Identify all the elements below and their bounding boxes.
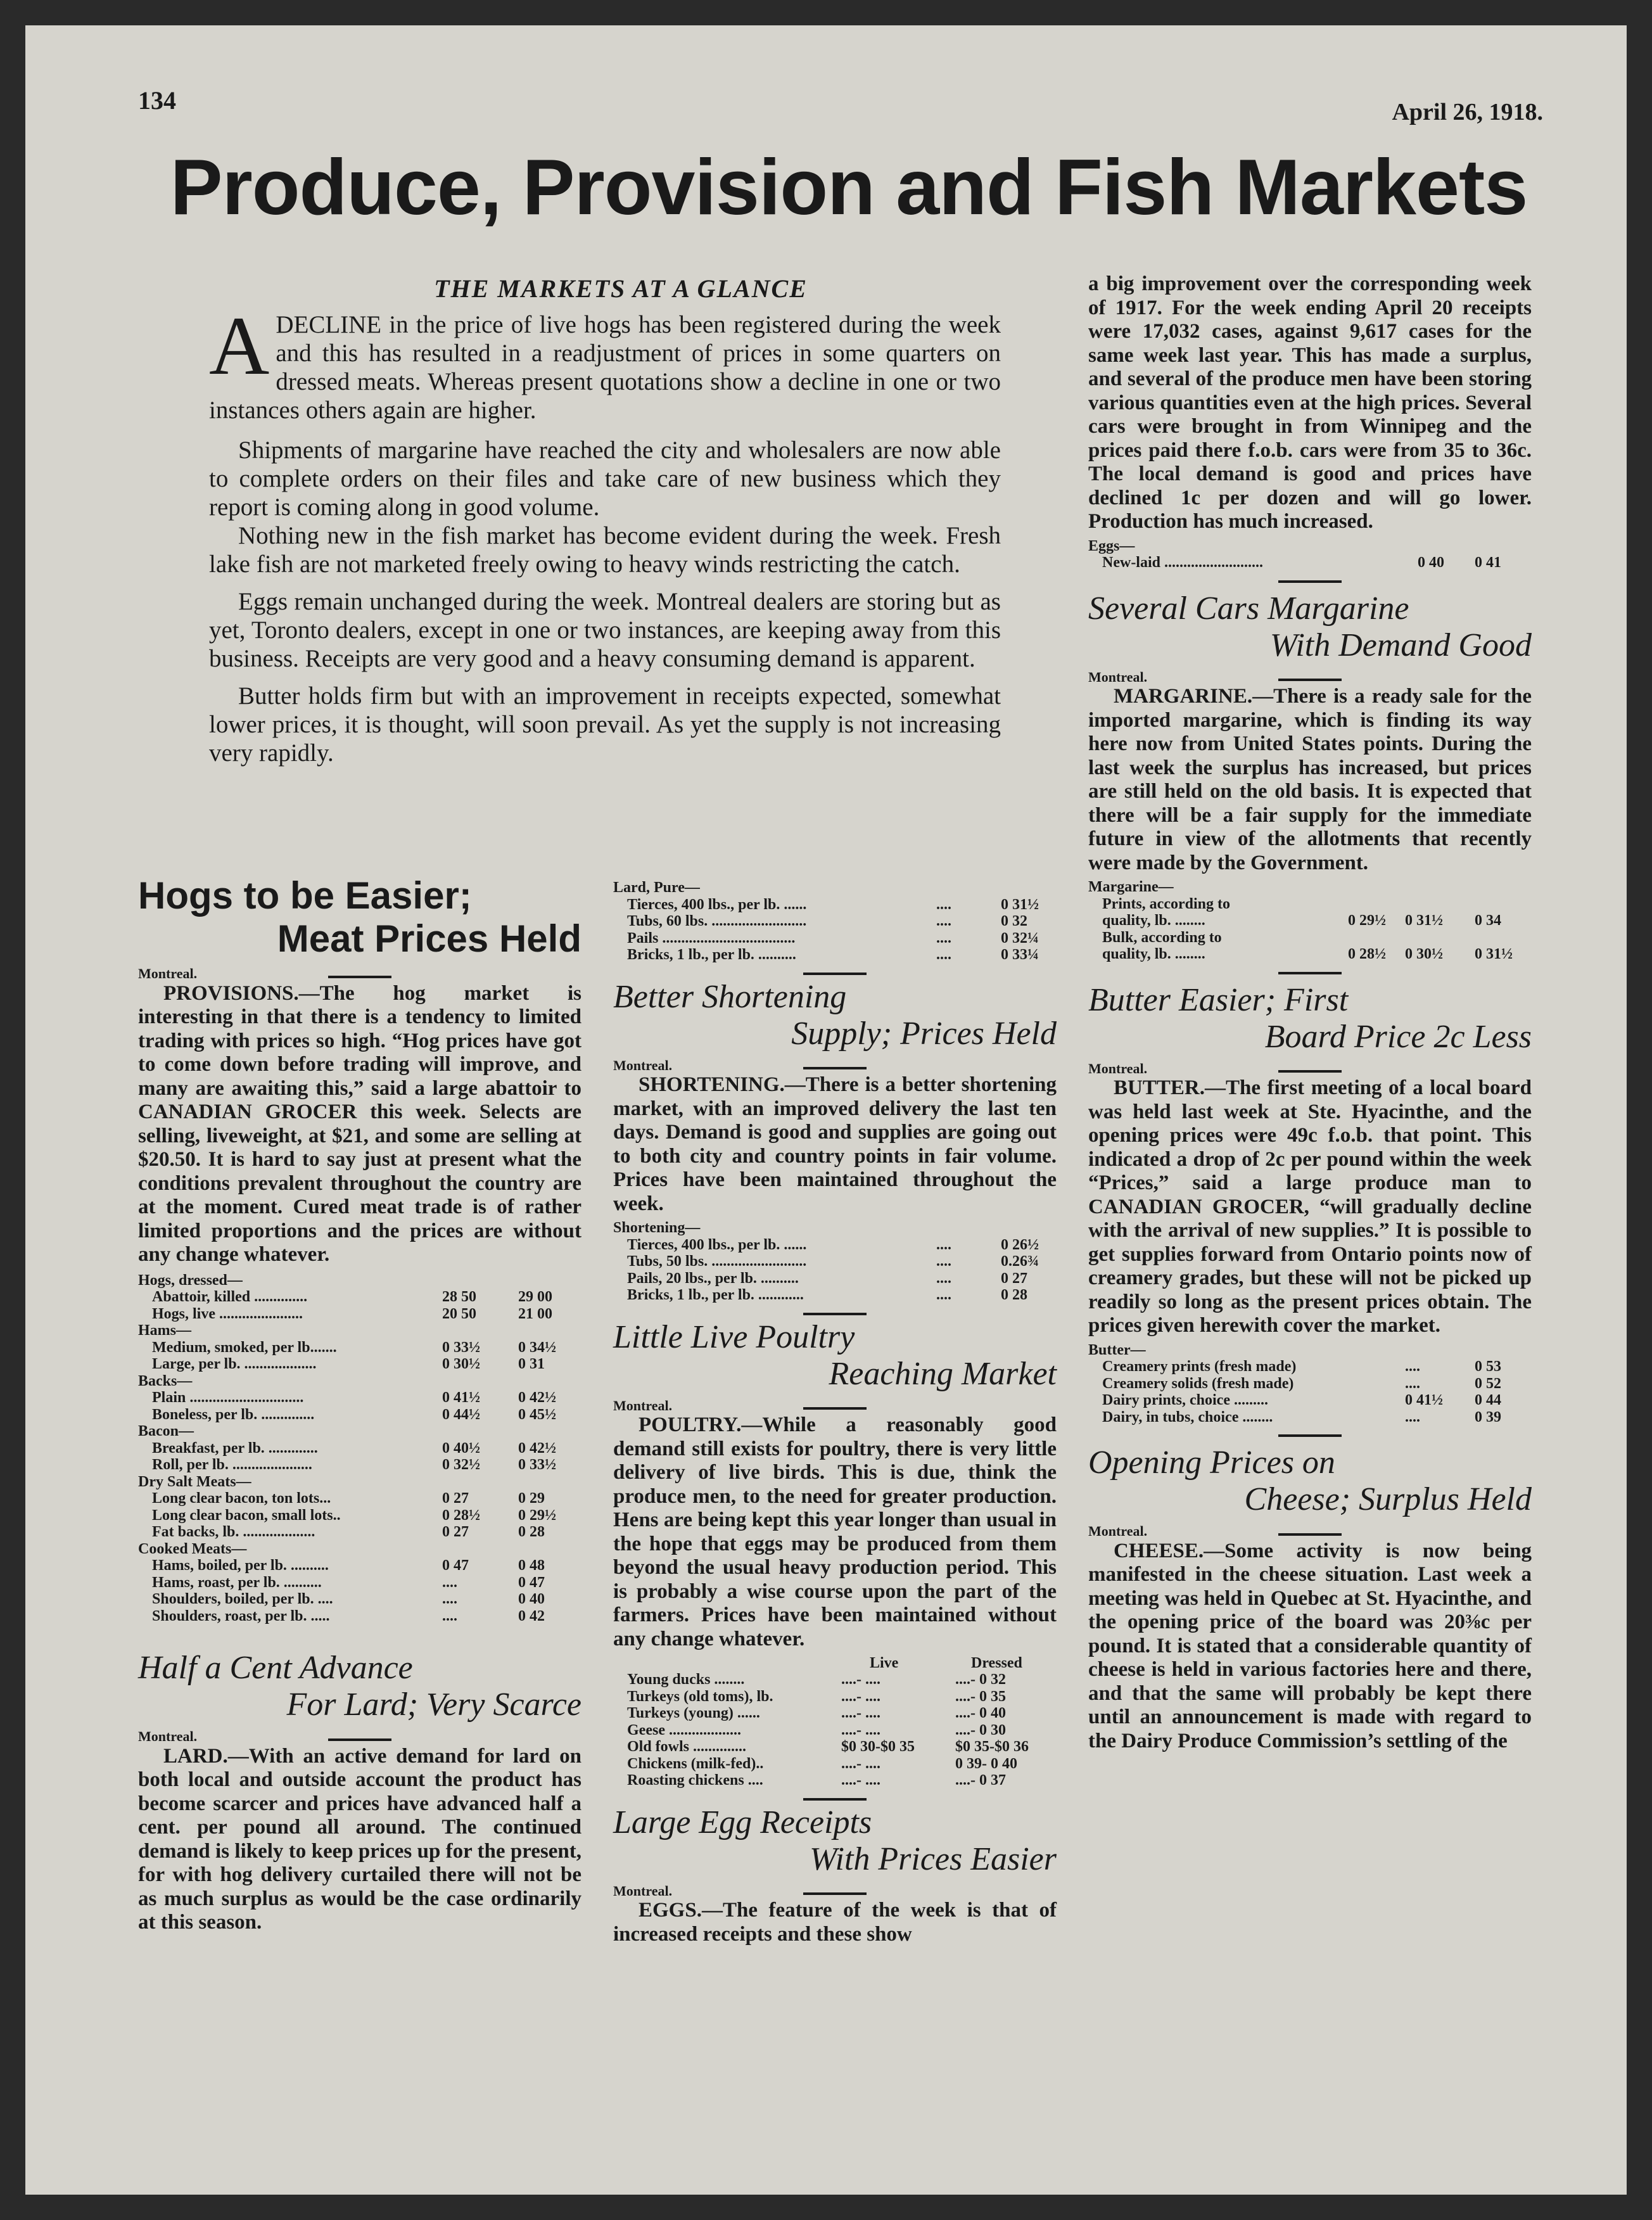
- price-cell: 0 47: [518, 1574, 545, 1591]
- table-row: [613, 1705, 1057, 1722]
- table-row: [1088, 1375, 1532, 1393]
- dateline: Montreal.: [138, 1728, 198, 1744]
- table-row: [613, 1671, 1057, 1688]
- article-body: EGGS.—The feature of the week is that of increased receipts and these show: [613, 1899, 1057, 1946]
- table-category-row: [138, 1373, 581, 1390]
- price-cell: 0 40: [1418, 554, 1444, 571]
- price-cell: ....: [936, 1287, 951, 1303]
- table-row: [138, 1591, 581, 1608]
- row-label: Bulk, according to: [1102, 929, 1222, 946]
- row-label: Bacon—: [138, 1423, 194, 1439]
- row-label: Medium, smoked, per lb.......: [152, 1339, 337, 1356]
- price-cell: $0 35-$0 36: [955, 1738, 1029, 1755]
- row-label: Creamery prints (fresh made): [1102, 1358, 1297, 1375]
- row-label: Young ducks ........: [627, 1671, 745, 1688]
- row-label: Turkeys (young) ......: [627, 1705, 760, 1721]
- price-cell: ....: [442, 1591, 457, 1607]
- row-label: Abattoir, killed ..............: [152, 1289, 308, 1305]
- article-body: MARGARINE.—There is a ready sale for the imported margarine, which is finding its way here now from United States points. During the last week the surplus has increased, but prices are still held on the old basis. It is expected that there will be a fair supply for the immediate future in view of the allotments that recently were made by the Government.: [1088, 685, 1532, 874]
- page-number: 134: [138, 86, 176, 115]
- article-body: POULTRY.—While a reasonably good demand still exists for poultry, there is very little delivery of live birds. This is due, think the produce men, to the need for greater production. Hens are being kept this year longer than usual in the hope that eggs may be produced from them beyond the usual heavy production period. This is probably a wise course upon the part of the farmers. Prices have been maintained without any change whatever.: [613, 1413, 1057, 1650]
- page-title: Produce, Provision and Fish Markets: [170, 144, 1528, 231]
- price-table: [1088, 538, 1532, 571]
- divider: [1278, 972, 1342, 974]
- price-cell: ....- 0 37: [955, 1772, 1006, 1789]
- table-row: [138, 1289, 581, 1306]
- price-table: [613, 1220, 1057, 1304]
- divider: [803, 1313, 867, 1315]
- price-cell: 0 31½: [1475, 946, 1513, 962]
- row-label: Shortening—: [613, 1220, 701, 1236]
- row-label: Old fowls ..............: [627, 1738, 747, 1755]
- headline-line: Little Live Poultry: [613, 1318, 855, 1355]
- price-cell: ....: [442, 1574, 457, 1591]
- price-cell: 0.26¾: [1001, 1253, 1039, 1270]
- headline-line: Better Shortening: [613, 978, 847, 1015]
- row-label: Creamery solids (fresh made): [1102, 1375, 1294, 1392]
- price-table: [138, 1272, 581, 1625]
- article-body: SHORTENING.—There is a better shortening market, with an improved delivery the last ten days. Demand is good and supplies are going out to both city and country points in fair volume. Prices have been maintained throughout the week.: [613, 1073, 1057, 1215]
- glance-paragraph: Shipments of margarine have reached the city and wholesalers are now able to complete orders on their files and take care of new business which they report is coming along in good volume.: [209, 437, 1001, 521]
- price-cell: 0 31½: [1405, 912, 1443, 929]
- headline-line: Butter Easier; First: [1088, 981, 1349, 1018]
- price-cell: 0 40½: [442, 1439, 480, 1457]
- glance-text: DECLINE in the price of live hogs has been registered during the week and this has resulted in a readjustment of prices in some quarters on dressed meats. Whereas present quotations show a decline in one or two instances others again are higher.: [209, 311, 1001, 424]
- price-cell: 0 41½: [1405, 1392, 1443, 1408]
- table-category-row: [613, 879, 1057, 896]
- row-label: Boneless, per lb. ..............: [152, 1406, 315, 1423]
- price-cell: ....- ....: [841, 1705, 880, 1721]
- price-cell: 0 39: [1475, 1408, 1501, 1426]
- table-category-row: [1088, 538, 1532, 555]
- table-row: [613, 896, 1057, 914]
- row-label: Tubs, 50 lbs. .........................: [627, 1253, 807, 1270]
- price-cell: 0 47: [442, 1557, 469, 1574]
- price-cell: 0 32: [1001, 913, 1027, 929]
- price-cell: ....- ....: [841, 1671, 880, 1688]
- table-row: [1088, 946, 1532, 963]
- row-label: Long clear bacon, small lots..: [152, 1507, 341, 1524]
- row-label: Turkeys (old toms), lb.: [627, 1688, 773, 1705]
- row-label: Hams—: [138, 1322, 191, 1339]
- glance-heading: THE MARKETS AT A GLANCE: [434, 274, 808, 303]
- table-row: [138, 1306, 581, 1323]
- row-label: Butter—: [1088, 1341, 1146, 1358]
- divider: [803, 1407, 867, 1410]
- glance-paragraph: Butter holds firm but with an improvement in receipts expected, somewhat lower prices, it is thought, will soon prevail. As yet the supply is not increasing very rapidly.: [209, 682, 1001, 767]
- row-label: Bricks, 1 lb., per lb. ..........: [627, 947, 796, 963]
- divider: [1278, 1070, 1342, 1073]
- article-body: a big improvement over the corresponding week of 1917. For the week ending April 20 receipts were 17,032 cases, against 9,617 cases for the same week last year. This has made a surplus, and several of the produce men have been storing various quantities even at the high prices. Several cars were brought in from Winnipeg and the prices paid there f.o.b. cars were from 35 to 36c. The local demand is good and prices have declined 1c per dozen and will go lower. Production has much increased.: [1088, 272, 1532, 533]
- price-cell: 20 50: [442, 1305, 476, 1322]
- price-cell: 0 31½: [1001, 896, 1039, 913]
- table-row: [613, 1253, 1057, 1270]
- middle-column: [613, 879, 1057, 1946]
- row-label: Hogs, live ......................: [152, 1305, 303, 1322]
- row-label: Tierces, 400 lbs., per lb. ......: [627, 896, 807, 913]
- table-category-row: [1088, 1342, 1532, 1359]
- price-table: [1088, 879, 1532, 963]
- table-category-row: [138, 1322, 581, 1339]
- table-category-row: [138, 1272, 581, 1289]
- price-cell: ....: [1405, 1375, 1420, 1392]
- price-cell: ....- ....: [841, 1721, 880, 1738]
- row-label: Roll, per lb. .....................: [152, 1457, 312, 1473]
- price-cell: ....- 0 30: [955, 1721, 1006, 1738]
- glance-paragraph: Nothing new in the fish market has become evident during the week. Fresh lake fish are not marketed freely owing to heavy winds restricting the catch.: [209, 522, 1001, 578]
- table-category-row: [138, 1423, 581, 1440]
- table-row: [138, 1574, 581, 1592]
- price-cell: 0 34½: [518, 1339, 556, 1356]
- lard-headline: [138, 1650, 581, 1723]
- table-row: [613, 947, 1057, 964]
- table-row: [138, 1608, 581, 1625]
- dateline: Montreal.: [1088, 668, 1148, 685]
- price-cell: 0 41: [1475, 554, 1501, 571]
- dateline: Montreal.: [1088, 1523, 1148, 1539]
- table-row: [613, 1237, 1057, 1254]
- price-cell: 0 42½: [518, 1439, 556, 1457]
- table-row: [613, 1756, 1057, 1773]
- dateline: Montreal.: [138, 966, 198, 981]
- dateline: Montreal.: [613, 1882, 673, 1899]
- row-label: Roasting chickens ....: [627, 1772, 763, 1789]
- row-label: Dairy prints, choice .........: [1102, 1392, 1268, 1408]
- divider: [803, 973, 867, 975]
- price-cell: ....- ....: [841, 1688, 880, 1705]
- row-label: Long clear bacon, ton lots...: [152, 1490, 331, 1507]
- row-label: Fat backs, lb. ...................: [152, 1524, 315, 1540]
- price-cell: 28 50: [442, 1289, 476, 1305]
- divider: [803, 1067, 867, 1069]
- row-label: Bricks, 1 lb., per lb. ............: [627, 1287, 804, 1303]
- table-row: [613, 1772, 1057, 1789]
- glance-article: [209, 299, 1001, 767]
- row-label: quality, lb. ........: [1102, 912, 1205, 929]
- table-row: [138, 1557, 581, 1574]
- price-cell: ....: [936, 1236, 951, 1253]
- hogs-article: [138, 874, 581, 1935]
- headline-line: With Demand Good: [1269, 627, 1532, 663]
- headline-line: With Prices Easier: [810, 1840, 1057, 1877]
- table-category-row: [138, 1474, 581, 1491]
- table-row: [613, 913, 1057, 930]
- table-row: [138, 1407, 581, 1424]
- price-cell: 0 48: [518, 1557, 545, 1574]
- issue-date: April 26, 1918.: [1392, 99, 1543, 125]
- table-row: [1088, 554, 1532, 571]
- table-row: [138, 1490, 581, 1507]
- table-category-row: [613, 1220, 1057, 1237]
- table-row: [1088, 896, 1532, 913]
- price-cell: 0 40: [518, 1591, 545, 1607]
- price-cell: ....: [936, 947, 951, 963]
- price-cell: 0 28½: [442, 1507, 480, 1524]
- headline-line: Half a Cent Advance: [138, 1650, 413, 1686]
- hogs-headline: [138, 874, 581, 960]
- right-column: [1088, 272, 1532, 1753]
- table-row: [1088, 1409, 1532, 1426]
- table-row: [138, 1524, 581, 1541]
- column-header-live: Live: [870, 1655, 899, 1671]
- table-row: [138, 1339, 581, 1356]
- poultry-headline: [613, 1319, 1057, 1393]
- row-label: Dairy, in tubs, choice ........: [1102, 1408, 1273, 1426]
- price-cell: 0 26½: [1001, 1236, 1039, 1253]
- row-label: Tierces, 400 lbs., per lb. ......: [627, 1236, 807, 1253]
- divider: [1278, 1434, 1342, 1437]
- row-label: quality, lb. ........: [1102, 946, 1205, 962]
- price-cell: 0 45½: [518, 1406, 556, 1423]
- price-cell: 0 31: [518, 1356, 545, 1372]
- column-header-dressed: Dressed: [971, 1655, 1022, 1671]
- divider: [803, 1892, 867, 1895]
- headline-line: Reaching Market: [829, 1355, 1057, 1392]
- row-label: Shoulders, roast, per lb. .....: [152, 1607, 330, 1624]
- divider: [803, 1798, 867, 1801]
- price-cell: ....- ....: [841, 1772, 880, 1789]
- dateline: Montreal.: [613, 1397, 673, 1413]
- price-cell: ....: [1405, 1358, 1420, 1375]
- price-cell: 0 39- 0 40: [955, 1755, 1017, 1772]
- divider: [1278, 580, 1342, 583]
- row-label: Cooked Meats—: [138, 1540, 247, 1557]
- eggs-headline: [613, 1804, 1057, 1878]
- price-cell: 0 52: [1475, 1375, 1501, 1392]
- price-cell: 0 29: [518, 1490, 545, 1507]
- row-label: Margarine—: [1088, 879, 1174, 895]
- dateline: Montreal.: [1088, 1060, 1148, 1076]
- table-row: [613, 1722, 1057, 1739]
- row-label: Pails ...................................: [627, 929, 796, 947]
- price-cell: 0 32½: [442, 1457, 480, 1473]
- price-cell: ....- ....: [841, 1755, 880, 1772]
- row-label: Tubs, 60 lbs. .........................: [627, 913, 807, 929]
- article-body: CHEESE.—Some activity is now being manifested in the cheese situation. Last week a meeting was held in Quebec at St. Hyacinthe, and the opening price of the board was 20⅜c per pound. It is stated that a considerable quantity of cheese is held in various factories here and there, and that the same will probably be kept there until an announcement is made with regard to the Dairy Produce Commission’s settling of the: [1088, 1539, 1532, 1752]
- row-label: Backs—: [138, 1372, 193, 1389]
- row-label: Hams, roast, per lb. ..........: [152, 1574, 322, 1591]
- headline-line: For Lard; Very Scarce: [286, 1687, 581, 1723]
- table-category-row: [1088, 879, 1532, 896]
- headline-line: Opening Prices on: [1088, 1445, 1335, 1481]
- price-cell: 0 28: [1001, 1287, 1027, 1303]
- table-row: [138, 1440, 581, 1457]
- table-row: [138, 1507, 581, 1524]
- price-table: [613, 1671, 1057, 1789]
- margarine-headline: [1088, 590, 1532, 664]
- price-cell: 21 00: [518, 1305, 552, 1322]
- headline-line: Supply; Prices Held: [791, 1015, 1057, 1052]
- price-cell: 29 00: [518, 1289, 552, 1305]
- price-table: [613, 879, 1057, 964]
- table-row: [138, 1356, 581, 1373]
- row-label: Lard, Pure—: [613, 879, 700, 896]
- price-cell: 0 29½: [518, 1507, 556, 1524]
- price-cell: 0 30½: [1405, 946, 1443, 962]
- price-cell: 0 33½: [518, 1457, 556, 1473]
- headline-line: Cheese; Surplus Held: [1244, 1481, 1532, 1517]
- row-label: Hams, boiled, per lb. ..........: [152, 1557, 329, 1574]
- price-cell: 0 34: [1475, 912, 1501, 929]
- price-cell: 0 30½: [442, 1356, 480, 1372]
- price-cell: 0 27: [442, 1490, 469, 1507]
- price-cell: 0 27: [1001, 1270, 1027, 1287]
- price-cell: ....: [936, 929, 951, 947]
- table-category-row: [138, 1541, 581, 1558]
- price-cell: 0 44: [1475, 1392, 1501, 1408]
- price-cell: 0 29½: [1348, 912, 1386, 929]
- price-cell: 0 27: [442, 1524, 469, 1540]
- article-body: BUTTER.—The first meeting of a local board was held last week at Ste. Hyacinthe, and the opening prices were 49c f.o.b. that point. This indicated a drop of 2c per pound within the week “Prices,” said a large produce man to CANADIAN GROCER, “will gradually decline with the arrival of new supplies.” It is possible to get supplies forward from Ontario points now of creamery grades, but these will not be picked up readily so long as the present prices obtain. The prices given herewith cover the market.: [1088, 1076, 1532, 1337]
- divider: [328, 976, 391, 978]
- price-cell: ....: [936, 1270, 951, 1287]
- article-body: LARD.—With an active demand for lard on both local and outside account the product has become scarcer and prices have advanced half a cent. per pound all around. The continued demand is likely to keep prices up for the present, for with hog delivery curtailed there will not be as much surplus as would be the case ordinarily at this season.: [138, 1744, 581, 1934]
- price-cell: ....: [936, 896, 951, 913]
- table-row: [613, 1270, 1057, 1287]
- cheese-headline: [1088, 1445, 1532, 1518]
- row-label: Chickens (milk-fed)..: [627, 1755, 764, 1772]
- glance-paragraph: [209, 299, 1001, 424]
- price-cell: 0 42: [518, 1607, 545, 1624]
- price-cell: 0 44½: [442, 1406, 480, 1423]
- price-cell: ....: [936, 1253, 951, 1270]
- table-row: [138, 1389, 581, 1407]
- row-label: Shoulders, boiled, per lb. ....: [152, 1591, 333, 1607]
- row-label: Large, per lb. ...................: [152, 1356, 317, 1372]
- headline-line: Board Price 2c Less: [1264, 1018, 1532, 1055]
- price-cell: ....: [1405, 1408, 1420, 1426]
- row-label: New-laid ..........................: [1102, 554, 1263, 571]
- article-body: PROVISIONS.—The hog market is interesting in that there is a tendency to limited trading with prices so high. “Hog prices have got to come down before trading will improve, and many are awaiting this,” said a large abattoir to CANADIAN GROCER this week. Selects are selling, liveweight, at $21, and some are selling at $20.50. It is hard to say just at present what the conditions prevalent throughout the country are at the moment. Cured meat trade is of rather limited proportions and the prices are without any change whatever.: [138, 981, 581, 1266]
- headline-line: Meat Prices Held: [277, 917, 581, 960]
- row-label: Pails, 20 lbs., per lb. ..........: [627, 1270, 799, 1287]
- row-label: Breakfast, per lb. .............: [152, 1439, 318, 1457]
- dateline: Montreal.: [613, 1057, 673, 1073]
- table-row: [1088, 1392, 1532, 1409]
- price-cell: $0 30-$0 35: [841, 1738, 915, 1755]
- row-label: Hogs, dressed—: [138, 1272, 243, 1289]
- table-row: [1088, 1358, 1532, 1375]
- price-cell: 0 32¼: [1001, 929, 1039, 947]
- price-cell: 0 41½: [442, 1389, 480, 1406]
- divider: [1278, 1533, 1342, 1536]
- divider: [1278, 679, 1342, 681]
- headline-line: Several Cars Margarine: [1088, 590, 1409, 627]
- divider: [328, 1738, 391, 1741]
- price-table: [1088, 1342, 1532, 1426]
- glance-paragraph: Eggs remain unchanged during the week. Montreal dealers are storing but as yet, Toronto dealers, except in one or two instances, are keeping away from this business. Receipts are very good and a heavy consuming demand is apparent.: [209, 588, 1001, 672]
- price-cell: ....: [936, 913, 951, 929]
- row-label: Prints, according to: [1102, 895, 1230, 912]
- table-row: [1088, 912, 1532, 929]
- row-label: Dry Salt Meats—: [138, 1473, 251, 1490]
- drop-cap: A: [209, 299, 270, 392]
- table-row: [613, 930, 1057, 947]
- price-cell: ....- 0 35: [955, 1688, 1006, 1705]
- price-cell: 0 28: [518, 1524, 545, 1540]
- row-label: Eggs—: [1088, 537, 1135, 554]
- table-row: [613, 1688, 1057, 1706]
- price-cell: ....- 0 40: [955, 1705, 1006, 1721]
- poultry-table-header: [613, 1655, 1057, 1671]
- butter-headline: [1088, 982, 1532, 1056]
- table-row: [613, 1738, 1057, 1756]
- price-cell: 0 53: [1475, 1358, 1501, 1375]
- table-row: [138, 1457, 581, 1474]
- shortening-headline: [613, 979, 1057, 1052]
- price-cell: 0 33¼: [1001, 947, 1039, 963]
- price-cell: ....- 0 32: [955, 1671, 1006, 1688]
- price-cell: 0 42½: [518, 1389, 556, 1406]
- price-cell: ....: [442, 1607, 457, 1624]
- price-cell: 0 33½: [442, 1339, 480, 1356]
- row-label: Plain ..............................: [152, 1389, 304, 1406]
- headline-line: Large Egg Receipts: [613, 1804, 872, 1840]
- table-row: [613, 1287, 1057, 1304]
- table-row: [1088, 929, 1532, 947]
- price-cell: 0 28½: [1348, 946, 1386, 962]
- row-label: Geese ...................: [627, 1721, 741, 1738]
- headline-line: Hogs to be Easier;: [138, 874, 472, 917]
